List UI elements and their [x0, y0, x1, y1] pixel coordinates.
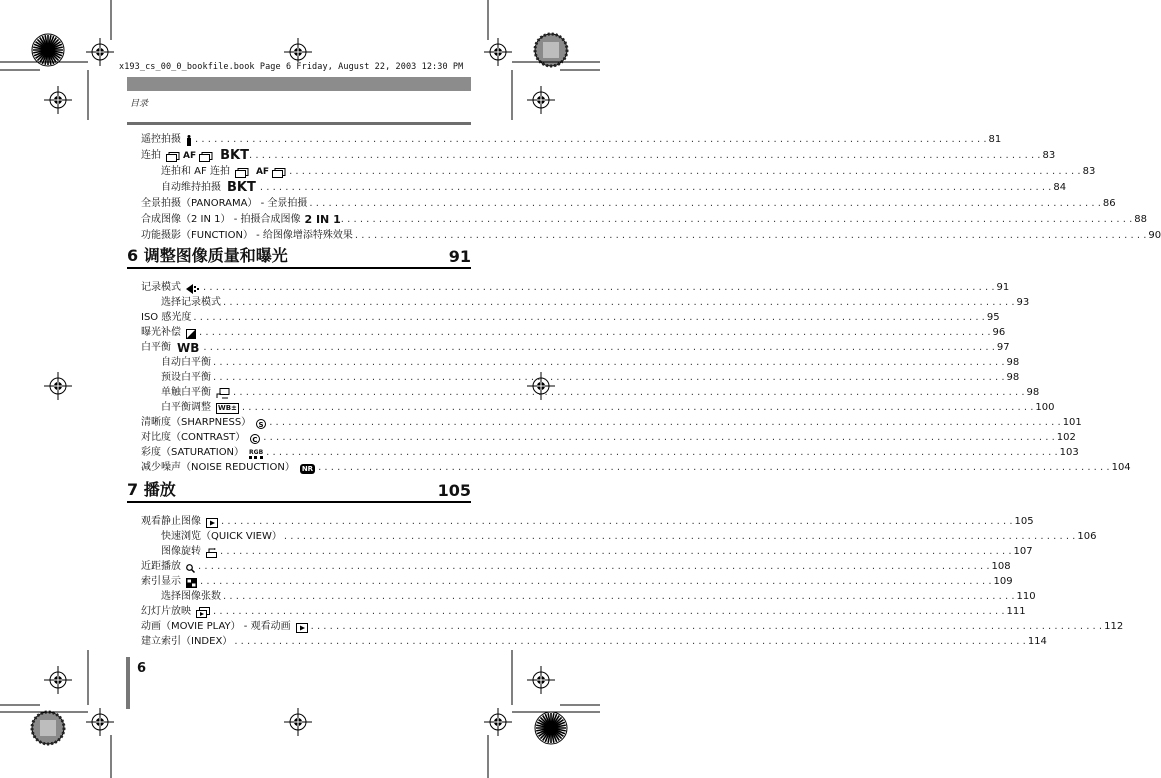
- sequential-icon: [166, 152, 180, 162]
- toc-title: 选择图像张数: [161, 591, 221, 602]
- bkt-label: BKT: [220, 148, 249, 163]
- toc-entry[interactable]: [161, 180, 1067, 195]
- toc-title: 全景拍摄（PANORAMA） - 全景拍摄: [141, 198, 308, 209]
- exposure-comp-icon: [186, 329, 196, 339]
- slideshow-icon: [196, 607, 210, 618]
- toc-title: 合成图像（2 IN 1） - 拍摄合成图像: [141, 214, 301, 225]
- record-mode-icon: [186, 284, 200, 294]
- toc-page: 107: [1013, 546, 1033, 557]
- toc-title: 预设白平衡: [161, 372, 211, 383]
- top-rule: [127, 122, 471, 125]
- toc-entry[interactable]: [161, 590, 1036, 603]
- toc-entry[interactable]: [141, 341, 1010, 355]
- toc-title: 清晰度（SHARPNESS）: [141, 417, 252, 428]
- toc-entry[interactable]: [141, 446, 1079, 459]
- toc-page: 88: [1134, 214, 1147, 225]
- chapter-page: 105: [437, 481, 471, 500]
- toc-page: 100: [1035, 402, 1055, 413]
- index-icon: [186, 578, 197, 588]
- toc-title: 图像旋转: [161, 546, 201, 557]
- toc-page: 95: [986, 312, 1000, 323]
- chapter-rule: [127, 501, 471, 503]
- contrast-icon: [250, 434, 260, 444]
- toc-entry[interactable]: [161, 296, 1030, 309]
- toc-page: 101: [1062, 417, 1082, 428]
- toc-title: 对比度（CONTRAST）: [141, 432, 246, 443]
- toc-page: 83: [1042, 150, 1056, 161]
- file-header-line: x193_cs_00_0_bookfile.book Page 6 Friday, August 22, 2003 12:30 PM: [119, 62, 464, 72]
- toc-title: 减少噪声（NOISE REDUCTION）: [141, 462, 295, 473]
- chapter-title: 7 播放: [127, 480, 176, 499]
- wb-label: WB: [177, 341, 200, 355]
- section-label: 目录: [130, 99, 149, 109]
- play-icon: [296, 623, 308, 633]
- toc-page: 105: [1014, 516, 1034, 527]
- toc-entry[interactable]: [141, 605, 1026, 618]
- bkt-label: BKT: [227, 180, 256, 195]
- toc-page: 98: [1026, 387, 1040, 398]
- saturation-icon: RGB: [249, 449, 263, 459]
- toc-page: 86: [1102, 198, 1116, 209]
- toc-entry[interactable]: [141, 229, 1161, 242]
- toc-title: 连拍和 AF 连拍: [161, 166, 230, 177]
- toc-title: 选择记录模式: [161, 297, 221, 308]
- toc-page: 96: [992, 327, 1006, 338]
- noise-reduction-icon: NR: [301, 465, 314, 473]
- toc-page: 81: [988, 134, 1002, 145]
- toc-title: 白平衡: [141, 342, 171, 353]
- toc-entry[interactable]: [141, 311, 1000, 324]
- toc-page: 111: [1006, 606, 1026, 617]
- toc-title: 自动维持拍摄: [161, 182, 221, 193]
- toc-title: 功能摄影（FUNCTION） - 给图像增添特殊效果: [141, 230, 353, 241]
- toc-title: 单触白平衡: [161, 387, 211, 398]
- toc-title: 索引显示: [141, 576, 181, 587]
- toc-page: 93: [1016, 297, 1030, 308]
- toc-page: 112: [1104, 621, 1124, 632]
- page-number: 6: [137, 661, 147, 676]
- toc-entry[interactable]: [141, 326, 1006, 339]
- toc-title: 遥控拍摄: [141, 134, 181, 145]
- sequential-icon: [199, 152, 213, 162]
- header-grey-bar: [127, 77, 471, 91]
- toc-page: 97: [996, 342, 1010, 353]
- toc-title: 动画（MOVIE PLAY） - 观看动画: [141, 621, 291, 632]
- toc-entry[interactable]: [161, 386, 1040, 399]
- toc-entry[interactable]: [141, 281, 1010, 294]
- toc-page: 108: [991, 561, 1011, 572]
- af-label: AF: [183, 151, 197, 161]
- chapter-page: 91: [448, 247, 471, 266]
- toc-entry[interactable]: [161, 545, 1033, 558]
- toc-title: 自动白平衡: [161, 357, 211, 368]
- chapter-title: 6 调整图像质量和曝光: [127, 246, 288, 265]
- toc-page: 102: [1056, 432, 1076, 443]
- sequential-icon: [272, 168, 286, 178]
- toc-title: 彩度（SATURATION）: [141, 447, 245, 458]
- toc-page: 110: [1016, 591, 1036, 602]
- magnify-icon: [186, 564, 195, 573]
- toc-entry[interactable]: [141, 431, 1076, 444]
- toc-page: 98: [1006, 357, 1020, 368]
- toc-entry[interactable]: [141, 197, 1116, 210]
- toc-entry[interactable]: [141, 635, 1047, 648]
- toc-page: 109: [993, 576, 1013, 587]
- toc-entry[interactable]: [161, 165, 1096, 178]
- toc-page: 106: [1077, 531, 1097, 542]
- toc-title: ISO 感光度: [141, 312, 192, 323]
- toc-title: 记录模式: [141, 282, 181, 293]
- chapter-heading[interactable]: [127, 247, 471, 269]
- svg-text:C: C: [252, 436, 258, 444]
- toc-entry[interactable]: [141, 560, 1011, 573]
- toc-title: 快速浏览（QUICK VIEW）: [161, 531, 282, 542]
- toc-page: 90: [1148, 230, 1161, 241]
- toc-title: 幻灯片放映: [141, 606, 191, 617]
- chapter-rule: [127, 267, 471, 269]
- toc-page: 98: [1006, 372, 1020, 383]
- 2in1-label: 2 IN 1: [304, 213, 341, 226]
- toc-entry[interactable]: [161, 530, 1097, 543]
- rotate-icon: [206, 548, 217, 558]
- toc-entry[interactable]: [141, 148, 1056, 163]
- af-label: AF: [255, 167, 270, 177]
- toc-title: 观看静止图像: [141, 516, 201, 527]
- toc-title: 连拍: [141, 150, 161, 161]
- toc-entry[interactable]: [161, 401, 1055, 414]
- toc-page: 91: [996, 282, 1010, 293]
- toc-entry[interactable]: [161, 356, 1020, 369]
- sequential-icon: [235, 168, 249, 178]
- toc-entry[interactable]: [141, 515, 1034, 528]
- play-icon: [206, 518, 218, 528]
- wb-adjust-icon: WB±: [218, 404, 237, 412]
- toc-title: 曝光补偿: [141, 327, 181, 338]
- chapter-heading[interactable]: [127, 481, 471, 503]
- toc-page: 83: [1082, 166, 1096, 177]
- svg-text:S: S: [258, 421, 264, 429]
- toc-entry[interactable]: [141, 213, 1147, 226]
- toc-title: 白平衡调整: [161, 402, 211, 413]
- toc-entry[interactable]: [161, 371, 1020, 384]
- sharpness-icon: [256, 419, 266, 429]
- toc-page: 114: [1027, 636, 1047, 647]
- toc-entry[interactable]: [141, 620, 1124, 633]
- toc-entry[interactable]: [141, 461, 1131, 474]
- remote-icon: [186, 135, 192, 146]
- toc-title: 近距播放: [141, 561, 181, 572]
- toc-page: 103: [1059, 447, 1079, 458]
- page-side-bar: [126, 657, 130, 709]
- toc-entry[interactable]: [141, 416, 1082, 429]
- toc-page: 104: [1111, 462, 1131, 473]
- one-touch-wb-icon: [216, 388, 230, 399]
- toc-entry[interactable]: [141, 133, 1002, 146]
- toc-entry[interactable]: [141, 575, 1013, 588]
- toc-title: 建立索引（INDEX）: [141, 636, 233, 647]
- toc-page: 84: [1053, 182, 1067, 193]
